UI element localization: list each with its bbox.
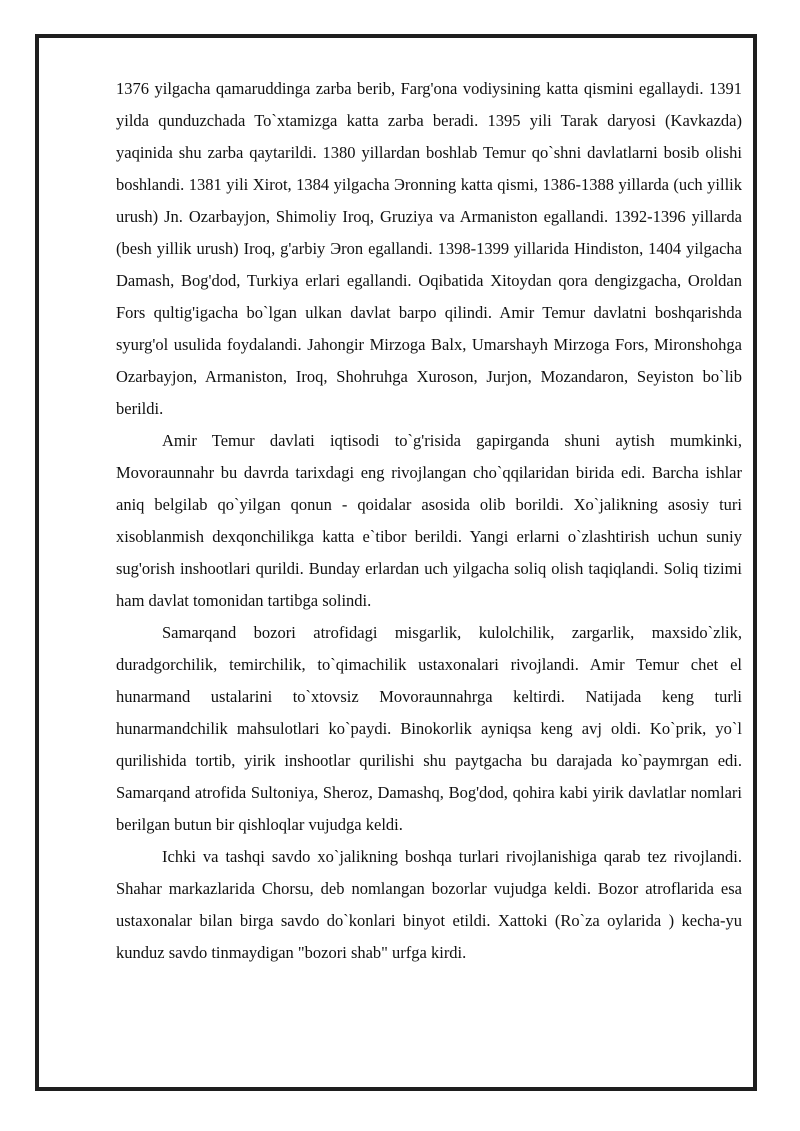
paragraph: Amir Temur davlati iqtisodi to`g'risida gapirganda shuni aytish mumkinki, Movoraunnahr bu davrda tarixdagi eng rivojlangan cho`qqilaridan birida edi. Barcha ishlar aniq belgilab qo`yilgan qonun - qoidalar asosida olib borildi. Xo`jalikning asosiy turi xisoblanmish dexqonchilikga katta e`tibor berildi. Yangi erlarni o`zlashtirish uchun suniy sug'orish inshootlari qurildi. Bunday erlardan uch yilgacha soliq olish taqiqlandi. Soliq tizimi ham davlat tomonidan tartibga solindi. (116, 431, 742, 610)
paragraph: Ichki va tashqi savdo xo`jalikning boshqa turlari rivojlanishiga qarab tez rivojlandi. Shahar markazlarida Chorsu, deb nomlangan bozorlar vujudga keldi. Bozor atroflarida esa ustaxonalar bilan birga savdo do`konlari binyot etildi. Xattoki (Ro`za oylarida ) kecha-yu kunduz savdo tinmaydigan "bozori shab" urfga kirdi. (116, 847, 742, 962)
document-body (116, 73, 742, 969)
paragraph: 1376 yilgacha qamaruddinga zarba berib, Farg'ona vodiysining katta qismini egallaydi. 1391 yilda qunduzchada To`xtamizga katta zarba beradi. 1395 yili Tarak daryosi (Kavkazda) yaqinida shu zarba qaytarildi. 1380 yillardan boshlab Temur qo`shni davlatlarni bosib olishi boshlandi. 1381 yili Xirot, 1384 yilgacha Эronning katta qismi, 1386-1388 yillarda (uch yillik urush) Jn. Ozarbayjon, Shimoliy Iroq, Gruziya va Armaniston egallandi. 1392-1396 yillarda (besh yillik urush) Iroq, g'arbiy Эron egallandi. 1398-1399 yillarida Hindiston, 1404 yilgacha Damash, Bog'dod, Turkiya erlari egallandi. Oqibatida Xitoydan qora dengizgacha, Oroldan Fors qultig'igacha bo`lgan ulkan davlat barpo qilindi. Amir Temur davlatni boshqarishda syurg'ol usulida foydalandi. Jahongir Mirzoga Balx, Umarshayh Mirzoga Fors, Mironshohga Ozarbayjon, Armaniston, Iroq, Shohruhga Xuroson, Jurjon, Mozandaron, Seyiston bo`lib berildi. (116, 79, 742, 418)
paragraph: Samarqand bozori atrofidagi misgarlik, kulolchilik, zargarlik, maxsido`zlik, duradgorchilik, temirchilik, to`qimachilik ustaxonalari rivojlandi. Amir Temur chet el hunarmand ustalarini to`xtovsiz Movoraunnahrga keltirdi. Natijada keng turli hunarmandchilik mahsulotlari ko`paydi. Binokorlik ayniqsa keng avj oldi. Ko`prik, yo`l qurilishida tortib, yirik inshootlar qurilishi shu paytgacha bu darajada ko`paymrgan edi. Samarqand atrofida Sultoniya, Sheroz, Damashq, Bog'dod, qohira kabi yirik davlatlar nomlari berilgan butun bir qishloqlar vujudga keldi. (116, 623, 742, 834)
